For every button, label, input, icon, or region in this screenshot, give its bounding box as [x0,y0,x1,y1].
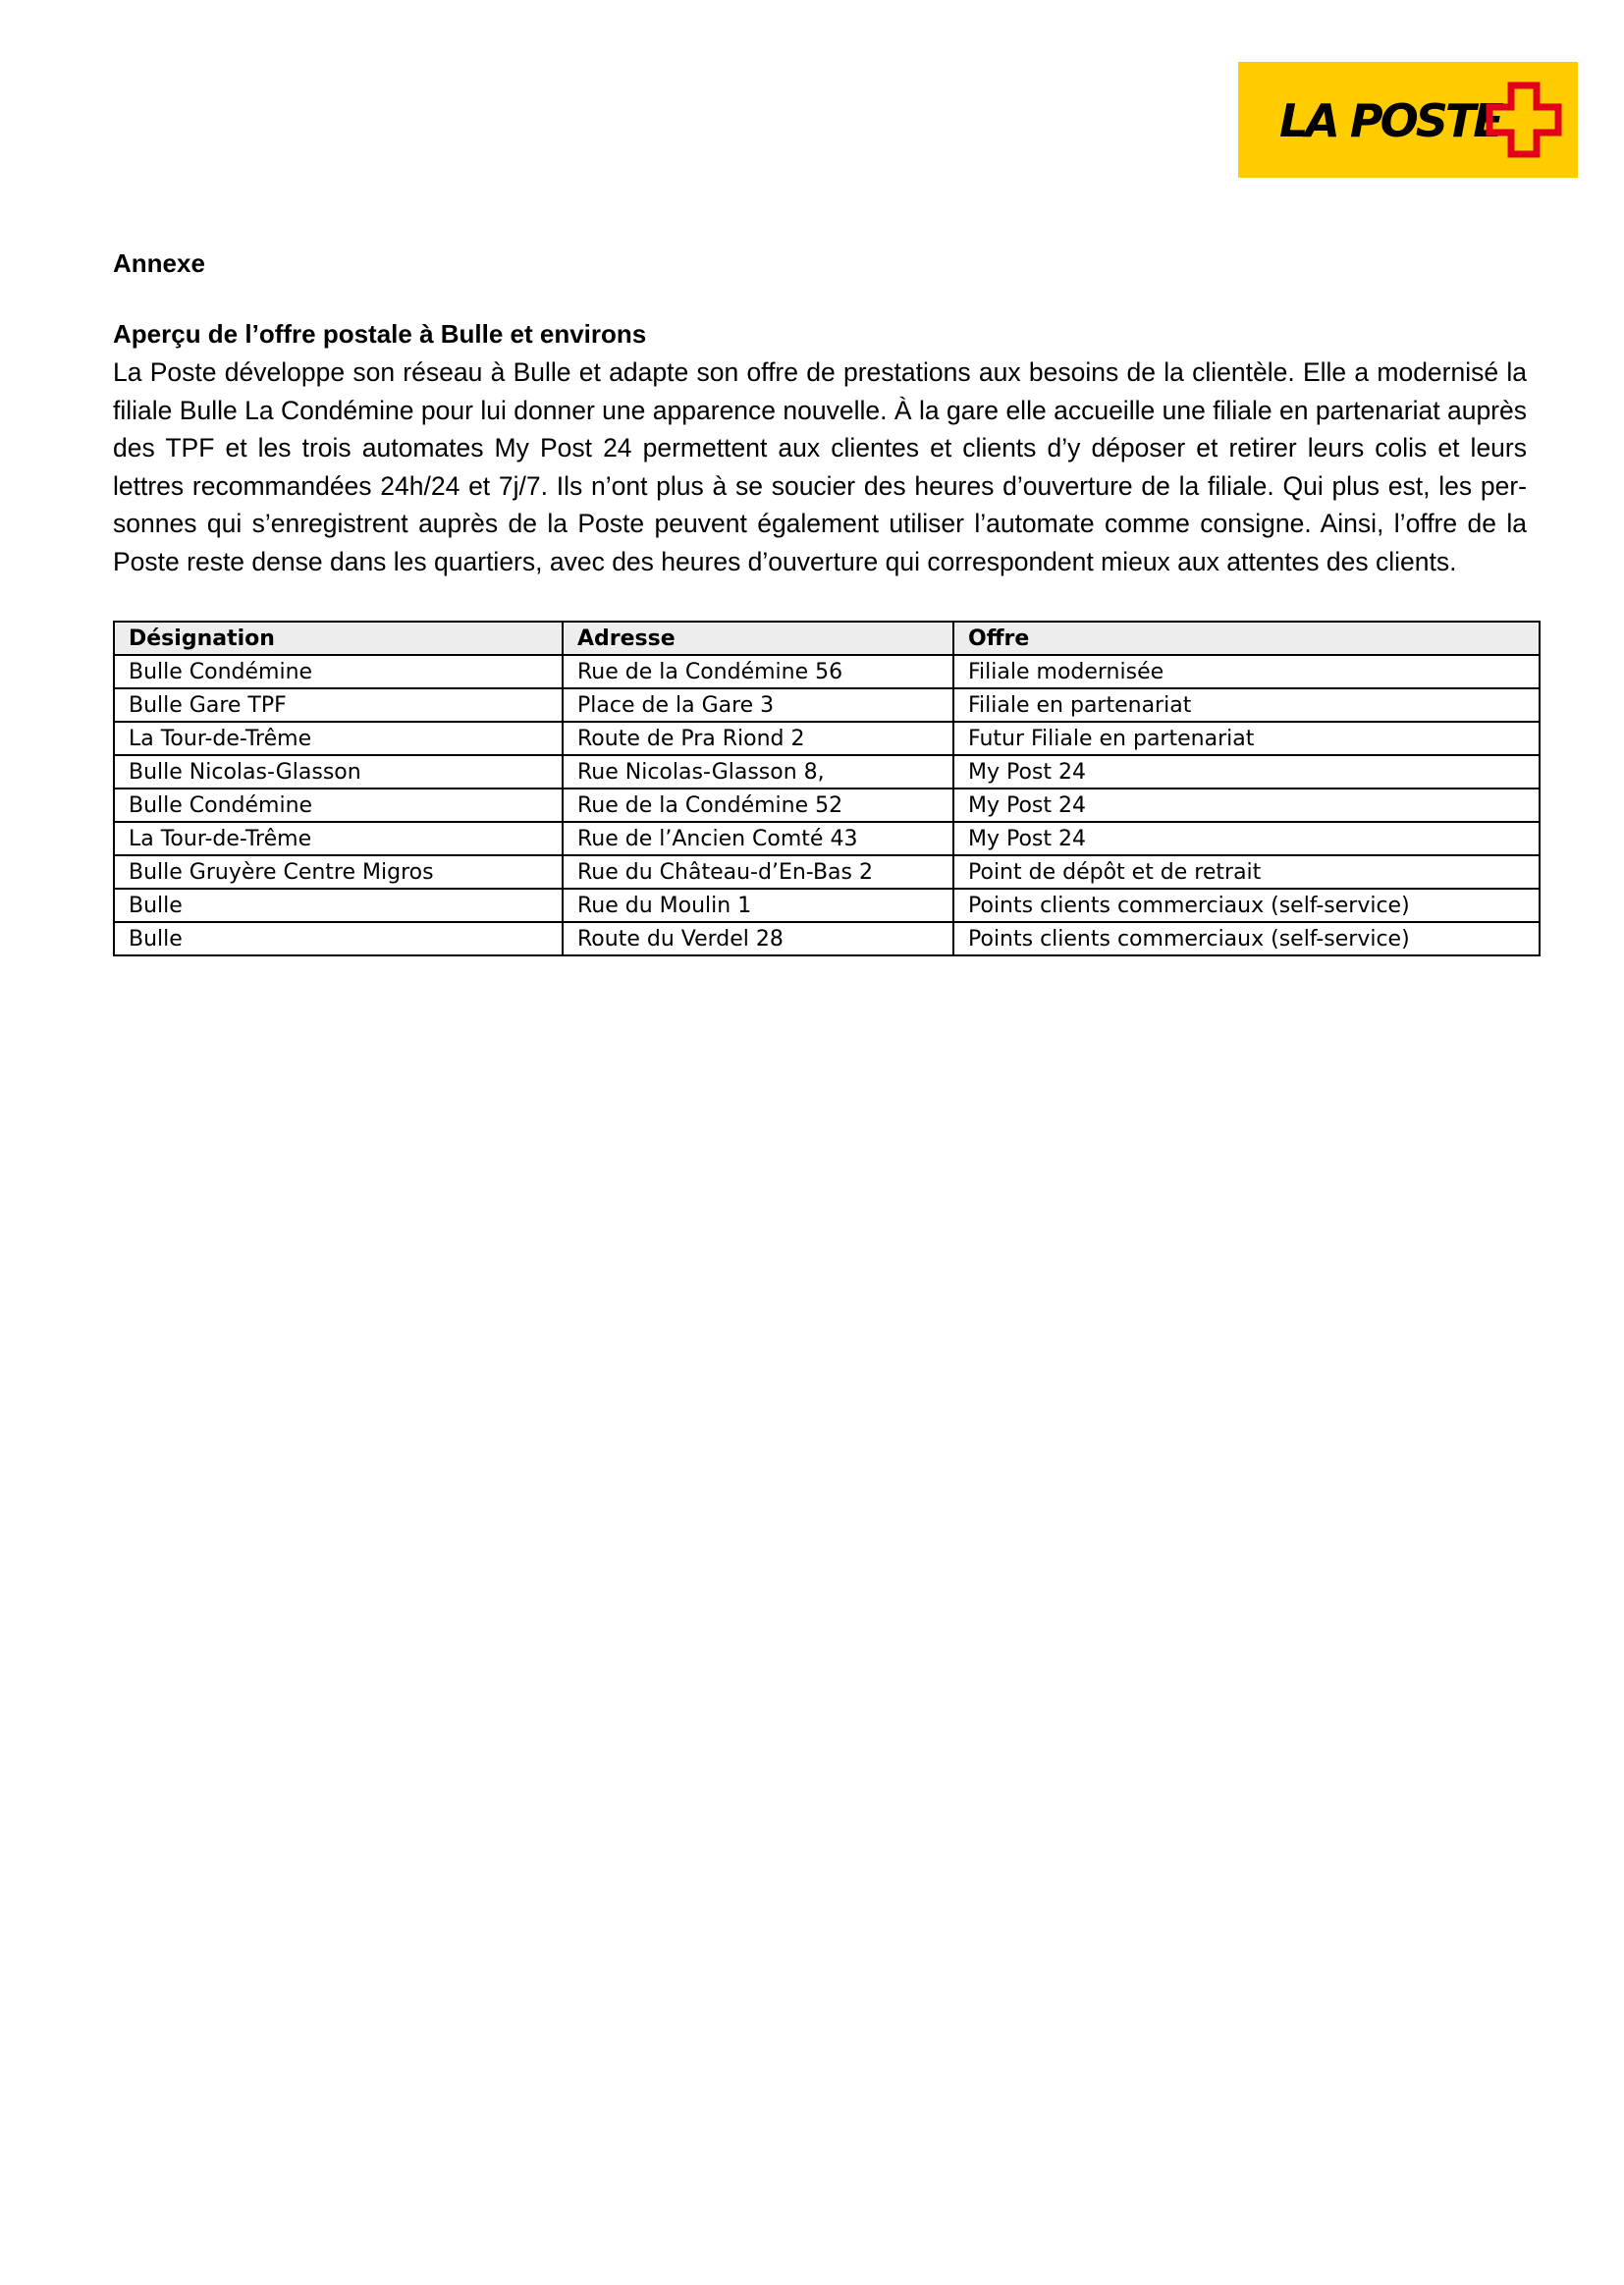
cell-designation: Bulle Condémine [114,789,563,822]
table-row [114,688,1540,722]
header-offre: Offre [953,622,1540,655]
cell-adresse: Rue de la Condémine 52 [563,789,953,822]
postal-offer-table [113,621,1541,956]
table-row [114,722,1540,755]
table-row [114,855,1540,889]
cell-designation: Bulle [114,889,563,922]
cell-designation: La Tour-de-Trême [114,822,563,855]
header-designation: Désignation [114,622,563,655]
intro-paragraph: La Poste développe son réseau à Bulle et adapte son offre de prestations aux besoins de la clientèle. Elle a modernisé la filiale Bulle La Condémine pour lui donner une apparence nouvelle. À la gare elle accueille une filiale en partenariat auprès des TPF et les trois automates My Post 24 permettent aux clientes et clients d’y déposer et retirer leurs colis et leurs lettres recommandées 24h/24 et 7j/7. Ils n’ont plus à se soucier des heures d’ouverture de la filiale. Qui plus est, les personnes qui s’enregistrent auprès de la Poste peuvent également utiliser l’automate comme consigne. Ainsi, l’offre de la Poste reste dense dans les quartiers, avec des heures d’ouverture qui correspondent mieux aux attentes des clients. [113,357,1527,576]
cell-offre: Point de dépôt et de retrait [953,855,1540,889]
cell-offre: Points clients commerciaux (self-service) [953,922,1540,955]
cell-offre: Futur Filiale en partenariat [953,722,1540,755]
cell-designation: Bulle Gruyère Centre Migros [114,855,563,889]
cell-adresse: Rue du Château-d’En-Bas 2 [563,855,953,889]
header-adresse: Adresse [563,622,953,655]
logo-text: LA POSTE [1279,94,1501,147]
swiss-cross-icon [1486,82,1562,158]
table-row [114,822,1540,855]
cell-adresse: Rue du Moulin 1 [563,889,953,922]
cell-adresse: Place de la Gare 3 [563,688,953,722]
cell-offre: My Post 24 [953,822,1540,855]
table-row [114,922,1540,955]
table-row [114,655,1540,688]
cell-designation: Bulle Gare TPF [114,688,563,722]
section-title: Aperçu de l’offre postale à Bulle et environs [113,319,647,349]
cell-adresse: Route du Verdel 28 [563,922,953,955]
cell-adresse: Rue Nicolas-Glasson 8, [563,755,953,789]
annex-title: Annexe [113,248,205,278]
cell-offre: Filiale modernisée [953,655,1540,688]
cell-adresse: Route de Pra Riond 2 [563,722,953,755]
cell-offre: Points clients commerciaux (self-service) [953,889,1540,922]
cell-offre: My Post 24 [953,755,1540,789]
table-header-row [114,622,1540,655]
cell-designation: La Tour-de-Trême [114,722,563,755]
table-row [114,789,1540,822]
table-row [114,889,1540,922]
cell-designation: Bulle Condémine [114,655,563,688]
cell-adresse: Rue de la Condémine 56 [563,655,953,688]
cell-designation: Bulle Nicolas-Glasson [114,755,563,789]
table-row [114,755,1540,789]
la-poste-logo [1238,62,1578,178]
cell-offre: Filiale en partenariat [953,688,1540,722]
cell-designation: Bulle [114,922,563,955]
cell-offre: My Post 24 [953,789,1540,822]
cell-adresse: Rue de l’Ancien Comté 43 [563,822,953,855]
